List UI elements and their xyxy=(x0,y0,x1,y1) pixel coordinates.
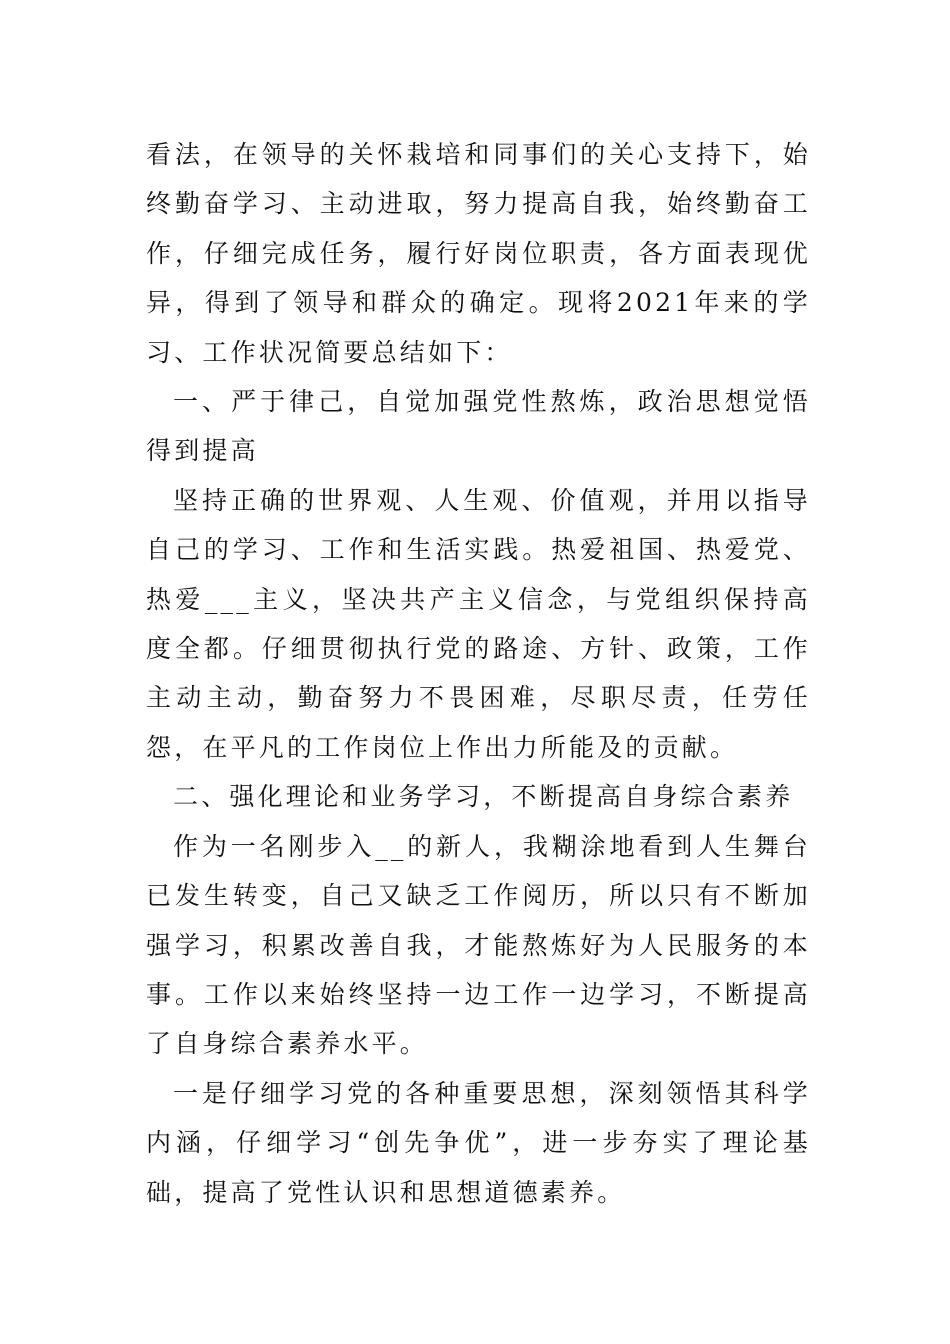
paragraph-intro: 看法，在领导的关怀栽培和同事们的关心支持下，始终勤奋学习、主动进取，努力提高自我，始终勤奋工作，仔细完成任务，履行好岗位职责，各方面表现优异，得到了领导和群众的确定。现将2021年来的学习、工作状况简要总结如下： xyxy=(146,140,811,367)
paragraph-section-two: 作为一名刚步入__的新人，我糊涂地看到人生舞台已发生转变，自己又缺乏工作阅历，所以只有不断加强学习，积累改善自我，才能熬炼好为人民服务的本事。工作以来始终坚持一边工作一边学习，不断提高了自身综合素养水平。 xyxy=(146,831,811,1059)
paragraph-section-one: 坚持正确的世界观、人生观、价值观，并用以指导自己的学习、工作和生活实践。热爱祖国、热爱党、热爱___主义，坚决共产主义信念，与党组织保持高度全都。仔细贯彻执行党的路途、方针、政策，工作主动主动，勤奋努力不畏困难，尽职尽责，任劳任怨，在平凡的工作岗位上作出力所能及的贡献。 xyxy=(146,485,811,762)
document-body xyxy=(146,130,811,1217)
paragraph-point-one: 一是仔细学习党的各种重要思想，深刻领悟其科学内涵，仔细学习“创先争优”，进一步夯实了理论基础，提高了党性认识和思想道德素养。 xyxy=(146,1078,811,1207)
heading-section-one: 一、严于律己，自觉加强党性熬炼，政治思想觉悟得到提高 xyxy=(146,387,811,466)
heading-section-two: 二、强化理论和业务学习，不断提高自身综合素养 xyxy=(173,782,794,812)
